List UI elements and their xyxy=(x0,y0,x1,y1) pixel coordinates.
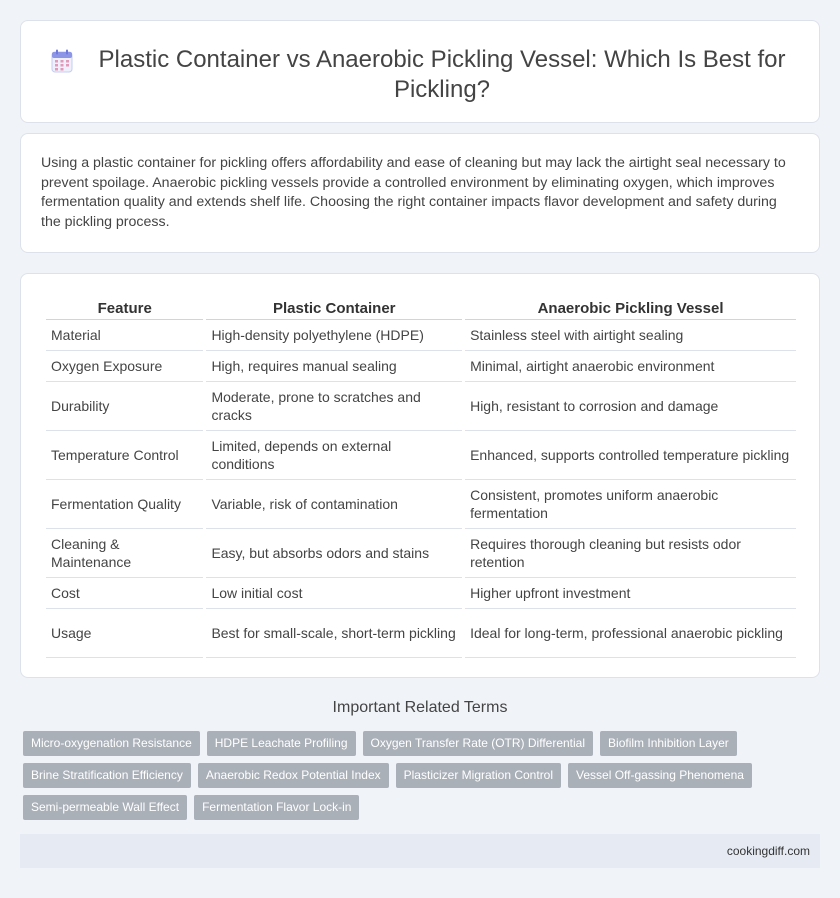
related-term-tag[interactable]: HDPE Leachate Profiling xyxy=(207,731,356,756)
related-term-tag[interactable]: Biofilm Inhibition Layer xyxy=(600,731,737,756)
plastic-cell: High, requires manual sealing xyxy=(206,351,462,382)
plastic-cell: Limited, depends on external conditions xyxy=(206,431,462,480)
comparison-card xyxy=(20,273,820,678)
related-term-tag[interactable]: Micro-oxygenation Resistance xyxy=(23,731,200,756)
plastic-cell: High-density polyethylene (HDPE) xyxy=(206,320,462,351)
header-anaerobic-vessel: Anaerobic Pickling Vessel xyxy=(465,296,796,320)
vessel-cell: Stainless steel with airtight sealing xyxy=(465,320,796,351)
feature-cell: Cost xyxy=(46,578,203,609)
table-row xyxy=(46,320,796,351)
related-term-tag[interactable]: Fermentation Flavor Lock-in xyxy=(194,795,359,820)
vessel-cell: Consistent, promotes uniform anaerobic fermentation xyxy=(465,480,796,529)
table-row xyxy=(46,351,796,382)
plastic-cell: Moderate, prone to scratches and cracks xyxy=(206,382,462,431)
table-row xyxy=(46,382,796,431)
feature-cell: Cleaning & Maintenance xyxy=(46,529,203,578)
related-term-tag[interactable]: Oxygen Transfer Rate (OTR) Differential xyxy=(363,731,594,756)
related-term-tag[interactable]: Plasticizer Migration Control xyxy=(396,763,561,788)
feature-cell: Temperature Control xyxy=(46,431,203,480)
plastic-cell: Best for small-scale, short-term pickling xyxy=(206,609,462,658)
intro-card xyxy=(20,133,820,253)
table-row xyxy=(46,431,796,480)
table-row xyxy=(46,578,796,609)
table-row xyxy=(46,480,796,529)
comparison-table xyxy=(43,296,799,658)
feature-cell: Durability xyxy=(46,382,203,431)
table-header-row xyxy=(46,296,796,320)
feature-cell: Usage xyxy=(46,609,203,658)
footer-site-link[interactable]: cookingdiff.com xyxy=(726,844,810,858)
intro-paragraph: Using a plastic container for pickling offers affordability and ease of cleaning but may lack the airtight seal necessary to prevent spoilage. Anaerobic pickling vessels provide a controlled environment by eliminating oxygen, which improves fermentation quality and extends shelf life. Choosing the right container impacts flavor development and safety during the pickling process. xyxy=(41,155,786,230)
related-term-tag[interactable]: Anaerobic Redox Potential Index xyxy=(198,763,389,788)
related-term-tag[interactable]: Semi-permeable Wall Effect xyxy=(23,795,187,820)
feature-cell: Oxygen Exposure xyxy=(46,351,203,382)
title-card xyxy=(20,20,820,123)
related-terms-list xyxy=(23,731,783,827)
footer xyxy=(20,834,820,868)
table-row xyxy=(46,529,796,578)
page-title: Plastic Container vs Anaerobic Pickling Vessel: Which Is Best for Pickling? xyxy=(98,46,786,103)
vessel-cell: Enhanced, supports controlled temperature pickling xyxy=(465,431,796,480)
plastic-cell: Variable, risk of contamination xyxy=(206,480,462,529)
vessel-cell: Requires thorough cleaning but resists odor retention xyxy=(465,529,796,578)
vessel-cell: Higher upfront investment xyxy=(465,578,796,609)
table-row xyxy=(46,609,796,658)
related-term-tag[interactable]: Brine Stratification Efficiency xyxy=(23,763,191,788)
plastic-cell: Easy, but absorbs odors and stains xyxy=(206,529,462,578)
header-plastic-container: Plastic Container xyxy=(206,296,462,320)
related-terms-title: Important Related Terms xyxy=(332,699,508,716)
vessel-cell: High, resistant to corrosion and damage xyxy=(465,382,796,431)
feature-cell: Fermentation Quality xyxy=(46,480,203,529)
plastic-cell: Low initial cost xyxy=(206,578,462,609)
vessel-cell: Ideal for long-term, professional anaerobic pickling xyxy=(465,609,796,658)
calendar-icon xyxy=(51,49,73,73)
title-wrap xyxy=(21,21,819,105)
feature-cell: Material xyxy=(46,320,203,351)
related-term-tag[interactable]: Vessel Off-gassing Phenomena xyxy=(568,763,752,788)
vessel-cell: Minimal, airtight anaerobic environment xyxy=(465,351,796,382)
header-feature: Feature xyxy=(46,296,203,320)
